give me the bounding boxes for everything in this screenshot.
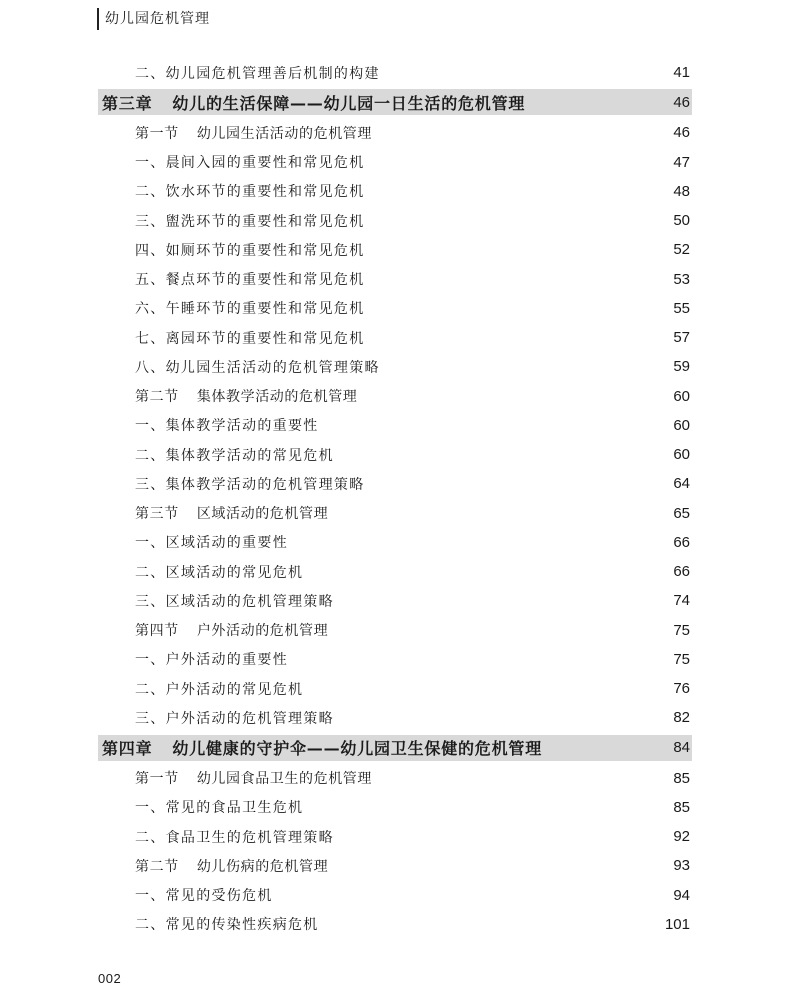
toc-item-text: 二、常见的传染性疾病危机 (135, 917, 319, 934)
toc-page-number: 48 (673, 182, 690, 200)
toc-item-text: 一、常见的受伤危机 (135, 888, 273, 905)
toc-page-number: 85 (673, 798, 690, 816)
toc-section-row (98, 616, 692, 645)
toc-item-row (98, 148, 692, 177)
toc-page-number: 101 (664, 915, 690, 933)
toc-item-title (98, 708, 692, 728)
toc-page-number: 60 (673, 416, 690, 434)
toc-item-text: 二、食品卫生的危机管理策略 (135, 829, 334, 846)
toc-item-title (98, 240, 692, 260)
toc-item-title (98, 474, 692, 494)
toc-section-row (98, 851, 692, 880)
toc-item-text: 四、如厕环节的重要性和常见危机 (135, 242, 365, 259)
toc-item-title (98, 562, 692, 582)
toc-item-text: 二、集体教学活动的常见危机 (135, 447, 334, 464)
toc-item-title (98, 827, 692, 847)
toc-page-number: 64 (673, 475, 690, 493)
toc-item-text: 三、集体教学活动的危机管理策略 (135, 476, 365, 493)
toc-section-title (98, 386, 692, 406)
toc-page-number: 92 (673, 828, 690, 846)
toc-section-text: 集体教学活动的危机管理 (196, 389, 358, 406)
toc-page-number: 46 (673, 93, 690, 111)
toc-item-title (98, 181, 692, 201)
toc-section-label: 第二节 (135, 858, 179, 875)
toc-page-number: 85 (673, 769, 690, 787)
toc-item-text: 一、集体教学活动的重要性 (135, 418, 319, 435)
toc-section-title (98, 856, 692, 876)
toc-item-row (98, 323, 692, 352)
toc-item-row (98, 881, 692, 910)
toc-section-text: 幼儿园食品卫生的危机管理 (196, 771, 373, 788)
toc-item-title (98, 679, 692, 699)
toc-item-text: 一、晨间入园的重要性和常见危机 (135, 155, 365, 172)
toc-page-number: 52 (673, 241, 690, 259)
toc-page-number: 93 (673, 857, 690, 875)
toc-section-label: 第一节 (135, 125, 179, 142)
toc-item-text: 六、午睡环节的重要性和常见危机 (135, 301, 365, 318)
toc-item-row (98, 235, 692, 264)
toc-page-number: 66 (673, 563, 690, 581)
toc-section-label: 第三节 (135, 506, 179, 523)
toc-page-number: 41 (673, 64, 690, 82)
toc-page-number: 60 (673, 387, 690, 405)
toc-item-row (98, 557, 692, 586)
toc-item-row (98, 586, 692, 615)
toc-item-row (98, 822, 692, 851)
toc-page-number: 84 (673, 739, 690, 756)
toc-item-title (98, 649, 692, 669)
toc-item-text: 一、区域活动的重要性 (135, 535, 288, 552)
toc-item-title (98, 328, 692, 348)
toc-section-label: 第一节 (135, 771, 179, 788)
toc-item-title (98, 269, 692, 289)
toc-page-number: 75 (673, 650, 690, 668)
running-header: 幼儿园危机管理 (97, 8, 210, 30)
toc-section-label: 第四节 (135, 623, 179, 640)
toc-chapter-label: 第三章 (102, 93, 153, 113)
toc-section-title (98, 503, 692, 523)
toc-item-text: 三、户外活动的危机管理策略 (135, 710, 334, 727)
toc-page-number: 94 (673, 886, 690, 904)
toc-item-row (98, 469, 692, 498)
toc-page-number: 82 (673, 709, 690, 727)
toc-item-title (98, 885, 692, 905)
toc-item-row (98, 58, 692, 87)
toc-page-number: 66 (673, 533, 690, 551)
toc-item-text: 三、区域活动的危机管理策略 (135, 593, 334, 610)
toc-page-number: 55 (673, 299, 690, 317)
toc-item-row (98, 793, 692, 822)
toc-section-row (98, 382, 692, 411)
toc-item-row (98, 294, 692, 323)
toc-section-text: 幼儿伤病的危机管理 (196, 858, 329, 875)
toc-chapter-row (98, 89, 692, 115)
toc-section-title (98, 620, 692, 640)
toc-page-number: 60 (673, 446, 690, 464)
toc-item-title (98, 415, 692, 435)
toc-section-title (98, 768, 692, 788)
toc-section-text: 幼儿园生活活动的危机管理 (196, 125, 373, 142)
toc-item-title (98, 152, 692, 172)
toc-chapter-row (98, 735, 692, 761)
toc-item-text: 二、饮水环节的重要性和常见危机 (135, 184, 365, 201)
toc-item-title (98, 797, 692, 817)
toc-section-label: 第二节 (135, 389, 179, 406)
toc-page-number: 75 (673, 621, 690, 639)
toc-page-number: 46 (673, 124, 690, 142)
page-number: 002 (98, 971, 122, 986)
toc-item-row (98, 910, 692, 939)
toc-item-row (98, 703, 692, 732)
toc-page-number: 76 (673, 680, 690, 698)
toc-item-row (98, 352, 692, 381)
toc-section-text: 区域活动的危机管理 (196, 506, 329, 523)
toc-page-number: 57 (673, 329, 690, 347)
toc-page-number: 59 (673, 358, 690, 376)
toc-item-title (98, 914, 692, 934)
toc-item-text: 二、户外活动的常见危机 (135, 681, 304, 698)
toc-page-number: 65 (673, 504, 690, 522)
toc-section-title (98, 123, 692, 143)
toc-page-number: 53 (673, 270, 690, 288)
toc-item-row (98, 645, 692, 674)
toc-item-text: 一、户外活动的重要性 (135, 652, 288, 669)
toc-item-row (98, 411, 692, 440)
toc-item-title (98, 357, 692, 377)
toc-item-title (98, 63, 692, 83)
toc-page-number: 47 (673, 153, 690, 171)
toc-item-title (98, 532, 692, 552)
toc-section-text: 户外活动的危机管理 (196, 623, 329, 640)
toc-item-text: 二、幼儿园危机管理善后机制的构建 (135, 65, 380, 82)
toc-chapter-title (98, 91, 692, 114)
toc-item-row (98, 440, 692, 469)
toc-chapter-text: 幼儿的生活保障——幼儿园一日生活的危机管理 (172, 93, 526, 113)
toc-section-row (98, 499, 692, 528)
toc-item-text: 八、幼儿园生活活动的危机管理策略 (135, 359, 380, 376)
toc-item-text: 二、区域活动的常见危机 (135, 564, 304, 581)
toc-item-title (98, 591, 692, 611)
toc-chapter-text: 幼儿健康的守护伞——幼儿园卫生保健的危机管理 (172, 739, 543, 758)
toc-page-number: 50 (673, 212, 690, 230)
toc-item-row (98, 674, 692, 703)
toc-item-row (98, 206, 692, 235)
toc-item-text: 七、离园环节的重要性和常见危机 (135, 330, 365, 347)
toc-item-text: 五、餐点环节的重要性和常见危机 (135, 272, 365, 289)
toc-item-text: 一、常见的食品卫生危机 (135, 800, 304, 817)
toc-chapter-label: 第四章 (102, 739, 153, 758)
toc-chapter-title (98, 736, 692, 759)
toc-item-row (98, 177, 692, 206)
toc-section-row (98, 118, 692, 147)
toc-item-text: 三、盥洗环节的重要性和常见危机 (135, 213, 365, 230)
toc-item-title (98, 298, 692, 318)
toc-item-row (98, 265, 692, 294)
toc-item-row (98, 528, 692, 557)
toc-item-title (98, 211, 692, 231)
toc-item-title (98, 445, 692, 465)
table-of-contents (98, 58, 692, 939)
toc-page-number: 74 (673, 592, 690, 610)
toc-section-row (98, 764, 692, 793)
